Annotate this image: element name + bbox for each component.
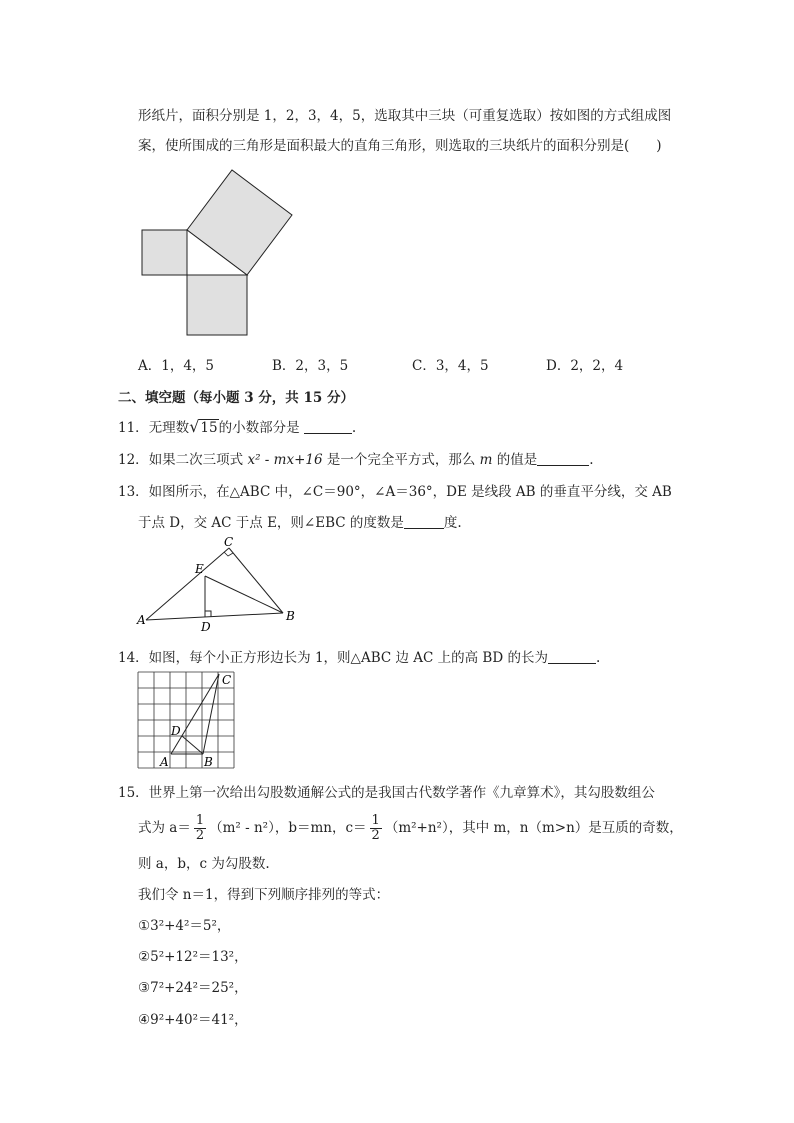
side-bc — [203, 674, 219, 754]
fraction-half-2 — [370, 814, 382, 844]
q13-line2-pre: 于点 D，交 AC 于点 E，则∠EBC 的度数是 — [138, 515, 404, 531]
q15-equation-3: ③7²+24²＝25²， — [138, 980, 248, 996]
fraction-num-2: 1 — [371, 812, 380, 828]
q15-equation-4: ④9²+40²＝41²， — [138, 1012, 248, 1028]
q15-equation-2: ②5²+12²＝13²， — [138, 949, 248, 965]
square-left — [142, 230, 187, 275]
q13-triangle-figure — [135, 534, 300, 634]
q12-mid: 是一个完全平方式，那么 — [322, 452, 480, 468]
q10-text-line2: 案，使所围成的三角形是面积最大的直角三角形，则选取的三块纸片的面积分别是( ) — [138, 138, 662, 154]
side-ac — [171, 674, 219, 754]
q14-grid-figure — [134, 668, 240, 772]
segment-bd — [182, 736, 203, 754]
q14-text-post: . — [595, 650, 601, 666]
label-d: D — [201, 620, 211, 634]
q11-number: 11． — [118, 420, 149, 436]
square-bottom — [187, 275, 247, 335]
label-c: C — [224, 535, 234, 549]
q12-text — [118, 448, 594, 468]
fraction-half — [194, 814, 206, 844]
label-b: B — [286, 609, 295, 623]
q12-end: . — [589, 452, 594, 468]
fraction-num: 1 — [195, 812, 205, 828]
side-cb — [229, 548, 283, 613]
q11-end: . — [351, 420, 357, 436]
q13-line2-post: 度. — [443, 515, 462, 531]
q10-option-d: D．2，2，4 — [546, 358, 624, 374]
q10-option-c: C．3，4，5 — [412, 358, 489, 374]
q14-text — [118, 646, 600, 666]
q12-expression: x² - mx+16 — [247, 452, 323, 468]
right-angle-mark-c — [224, 552, 233, 556]
right-angle-mark-d — [205, 611, 211, 617]
q10-option-a: A．1，4，5 — [138, 358, 215, 374]
q12-pre: 如果二次三项式 — [148, 452, 248, 468]
fraction-den: 2 — [195, 828, 205, 843]
side-ac — [146, 548, 229, 620]
q15-line2-b: （m² - n²），b＝mn，c＝ — [209, 820, 367, 836]
q11-radicand: 15 — [200, 420, 218, 436]
q13-text-line2 — [138, 511, 462, 531]
q10-option-b: B．2，3，5 — [272, 358, 349, 374]
q10-squares-figure — [138, 166, 298, 340]
q15-text-line4: 我们令 n＝1，得到下列顺序排列的等式： — [138, 887, 390, 903]
segment-eb — [205, 576, 283, 613]
q13-text-line1: 13．如图所示，在△ABC 中，∠C＝90°，∠A＝36°，DE 是线段 AB 的垂直平分线，交 AB — [118, 484, 672, 500]
q12-answer-blank[interactable] — [537, 451, 589, 466]
q14-text-pre: 14．如图，每个小正方形边长为 1，则△ABC 边 AC 上的高 BD 的长为 — [118, 650, 548, 666]
q12-number: 12． — [118, 452, 149, 468]
q15-line2-c: （m²+n²），其中 m，n（m>n）是互质的奇数， — [384, 820, 683, 836]
q12-post: 的值是 — [492, 452, 538, 468]
q15-equation-1: ①3²+4²＝5²， — [138, 918, 231, 934]
q14-answer-blank[interactable] — [548, 649, 596, 664]
q12-var: m — [479, 452, 493, 468]
side-ab — [146, 613, 283, 620]
q15-text-line2 — [138, 810, 683, 846]
label-d: D — [171, 724, 181, 738]
q15-line2-a: 式为 a＝ — [138, 820, 191, 836]
label-c: C — [222, 673, 232, 687]
label-e: E — [195, 562, 204, 576]
q11-text — [118, 416, 356, 436]
fraction-den-2: 2 — [371, 828, 380, 843]
q11-post: 的小数部分是 — [218, 420, 304, 436]
q13-answer-blank[interactable] — [404, 514, 444, 529]
q11-pre: 无理数 — [148, 420, 190, 436]
label-a: A — [137, 613, 146, 627]
section-title: 二、填空题（每小题 3 分，共 15 分） — [118, 390, 354, 406]
label-a: A — [160, 755, 169, 769]
q10-text-line1: 形纸片，面积分别是 1，2，3，4，5，选取其中三块（可重复选取）按如图的方式组成图 — [138, 108, 672, 124]
sqrt-symbol: √ — [189, 417, 200, 436]
q15-text-line3: 则 a，b，c 为勾股数. — [138, 856, 270, 872]
q11-answer-blank[interactable] — [304, 419, 352, 434]
label-b: B — [204, 755, 213, 769]
q15-text-line1: 15．世界上第一次给出勾股数通解公式的是我国古代数学著作《九章算术》，其勾股数组公 — [118, 785, 655, 801]
